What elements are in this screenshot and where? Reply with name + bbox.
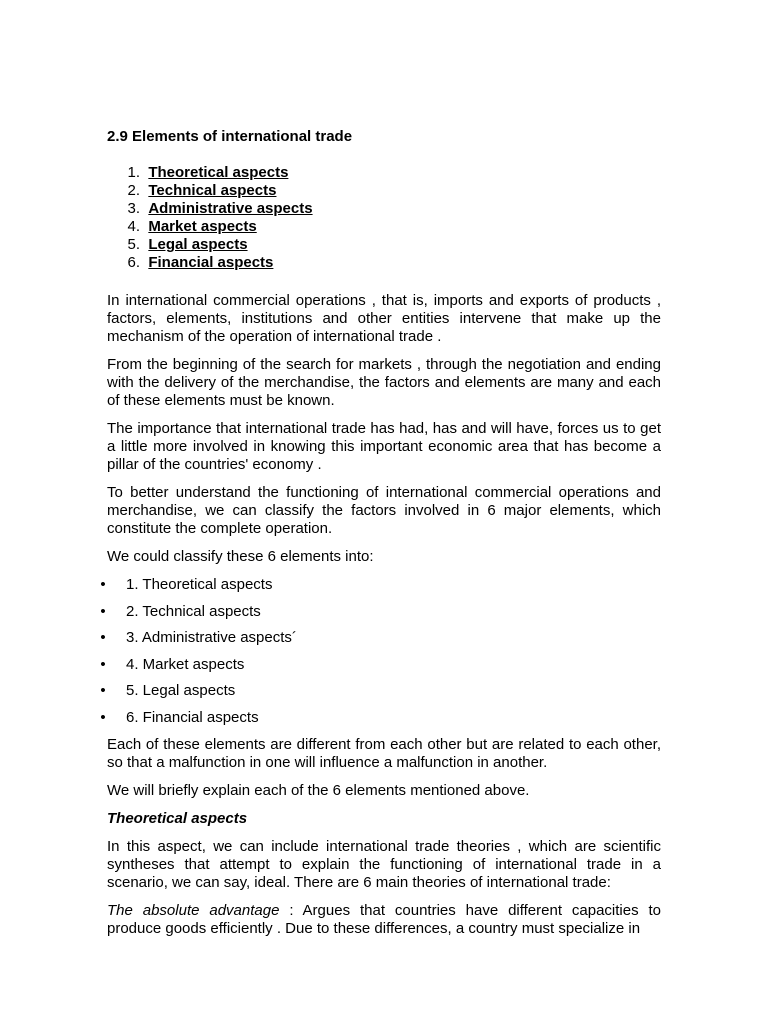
list-item <box>100 708 661 727</box>
section-title: 2.9 Elements of international trade <box>107 128 353 145</box>
bullet-icon: • <box>100 682 106 700</box>
toc-item <box>107 236 661 254</box>
list-item <box>100 576 661 594</box>
bullet-icon: • <box>100 602 106 620</box>
paragraph: In international commercial operations , that is, imports and exports of products , factors, elements, institutions and other entities intervene that make up the mechanism of the operation of international trade . <box>107 292 661 345</box>
toc-link-administrative[interactable]: Administrative aspects <box>148 200 313 217</box>
toc-item <box>107 254 661 272</box>
paragraph: The importance that international trade has had, has and will have, forces us to get a little more involved in knowing this important economic area that has become a pillar of the countries' economy . <box>107 420 661 473</box>
toc-item <box>107 164 661 182</box>
toc-link-financial[interactable]: Financial aspects <box>148 254 274 271</box>
document-content <box>100 128 661 948</box>
absolute-advantage-paragraph <box>107 902 661 938</box>
toc-number: 1. <box>127 164 140 181</box>
list-item <box>100 655 661 674</box>
list-item-text: 2. Technical aspects <box>126 602 261 620</box>
bullet-icon: • <box>100 655 106 673</box>
paragraph: Each of these elements are different from each other but are related to each other, so that a malfunction in one will influence a malfunction in another. <box>107 735 661 771</box>
list-item <box>100 682 661 700</box>
toc-list <box>107 164 661 272</box>
bullet-icon: • <box>100 629 106 647</box>
toc-link-theoretical[interactable]: Theoretical aspects <box>148 164 289 181</box>
paragraph: From the beginning of the search for markets , through the negotiation and ending with the delivery of the merchandise, the factors and elements are many and each of these elements must be known. <box>107 356 661 409</box>
list-item-text: 4. Market aspects <box>126 655 245 673</box>
paragraph: In this aspect, we can include international trade theories , which are scientific syntheses that attempt to explain the functioning of international trade in a scenario, we can say, ideal. There are 6 main theories of international trade: <box>107 837 661 891</box>
list-item <box>100 629 661 647</box>
toc-link-technical[interactable]: Technical aspects <box>148 182 277 199</box>
toc-number: 4. <box>127 218 140 235</box>
absolute-advantage-text: : Argues that countries have different capacities to produce goods efficiently . Due to these differences, a country must specialize in <box>107 901 661 937</box>
toc-number: 5. <box>127 236 140 253</box>
bullet-icon: • <box>100 708 106 726</box>
bullet-icon: • <box>100 576 106 593</box>
list-item <box>100 602 661 621</box>
toc-item <box>107 200 661 218</box>
subheading-theoretical: Theoretical aspects <box>107 809 248 827</box>
toc-link-market[interactable]: Market aspects <box>148 218 257 235</box>
term-absolute-advantage: The absolute advantage <box>107 901 280 919</box>
list-item-text: 3. Administrative aspects´ <box>126 629 297 647</box>
paragraph: We could classify these 6 elements into: <box>107 548 374 565</box>
toc-item <box>107 182 661 200</box>
list-item-text: 1. Theoretical aspects <box>126 576 273 593</box>
toc-number: 2. <box>127 182 140 199</box>
paragraph: We will briefly explain each of the 6 elements mentioned above. <box>107 781 530 799</box>
toc-item <box>107 218 661 236</box>
list-item-text: 5. Legal aspects <box>126 682 236 700</box>
elements-bullet-list <box>100 576 661 727</box>
list-item-text: 6. Financial aspects <box>126 708 259 726</box>
toc-number: 3. <box>127 200 140 217</box>
paragraph: To better understand the functioning of international commercial operations and merchandise, we can classify the factors involved in 6 major elements, which constitute the complete operation. <box>107 484 661 537</box>
toc-number: 6. <box>127 254 140 271</box>
toc-link-legal[interactable]: Legal aspects <box>148 236 248 253</box>
